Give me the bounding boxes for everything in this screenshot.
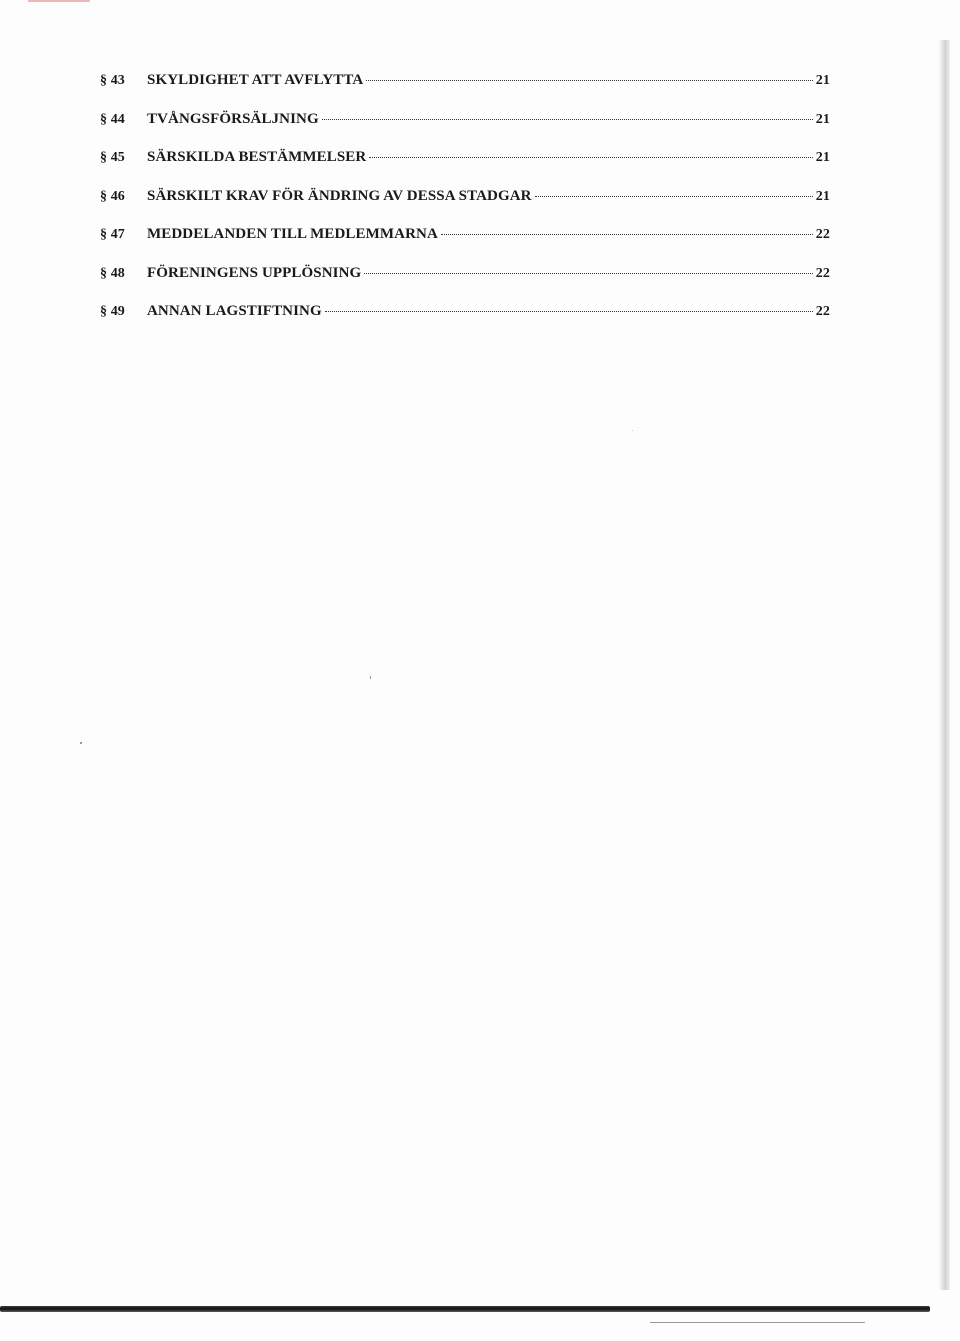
toc-dot-leader xyxy=(366,80,813,81)
toc-dot-leader xyxy=(322,119,813,120)
scan-speck xyxy=(632,430,633,431)
bottom-edge-line-thin xyxy=(650,1322,865,1323)
toc-entry[interactable] xyxy=(100,265,830,304)
toc-dot-leader xyxy=(364,273,812,274)
toc-entry-title: ANNAN LAGSTIFTNING xyxy=(147,303,322,319)
toc-entry-page: 21 xyxy=(815,111,830,127)
toc-entry-title: SÄRSKILDA BESTÄMMELSER xyxy=(147,149,367,165)
toc-entry-number: § 43 xyxy=(100,73,125,88)
toc-entry-page: 22 xyxy=(815,304,830,319)
scan-speck xyxy=(80,742,82,744)
toc-entry-number: § 48 xyxy=(100,265,125,281)
top-edge-mark xyxy=(28,0,90,2)
toc-entry-page: 21 xyxy=(815,188,830,204)
bottom-edge-line xyxy=(0,1306,930,1312)
toc-entry[interactable] xyxy=(100,149,830,188)
toc-entry[interactable] xyxy=(100,111,830,150)
toc-entry[interactable] xyxy=(100,226,830,265)
scan-speck xyxy=(370,676,371,679)
toc-dot-leader xyxy=(325,311,813,312)
toc-entry-page: 21 xyxy=(815,73,830,88)
toc-entry-number: § 46 xyxy=(100,188,125,204)
toc-dot-leader xyxy=(369,157,812,158)
toc-entry[interactable] xyxy=(100,303,830,342)
toc-entry-number: § 44 xyxy=(100,111,125,127)
toc-entry[interactable] xyxy=(100,188,830,227)
toc-dot-leader xyxy=(441,234,813,235)
toc-dot-leader xyxy=(535,196,813,197)
toc-entry[interactable] xyxy=(100,72,830,111)
toc-entry-page: 22 xyxy=(815,227,830,242)
toc-entry-title: MEDDELANDEN TILL MEDLEMMARNA xyxy=(147,226,438,242)
toc-entry-title: TVÅNGSFÖRSÄLJNING xyxy=(147,110,319,127)
toc-entry-page: 22 xyxy=(815,265,830,281)
table-of-contents xyxy=(100,72,830,342)
toc-entry-number: § 45 xyxy=(100,150,125,165)
toc-entry-title: SÄRSKILT KRAV FÖR ÄNDRING AV DESSA STADGAR xyxy=(147,187,532,204)
toc-entry-page: 21 xyxy=(815,150,830,165)
toc-entry-title: SKYLDIGHET ATT AVFLYTTA xyxy=(147,72,364,88)
toc-entry-number: § 47 xyxy=(100,227,125,242)
page-right-edge-shadow xyxy=(938,40,950,1290)
toc-entry-title: FÖRENINGENS UPPLÖSNING xyxy=(147,264,362,281)
toc-entry-number: § 49 xyxy=(100,304,125,319)
